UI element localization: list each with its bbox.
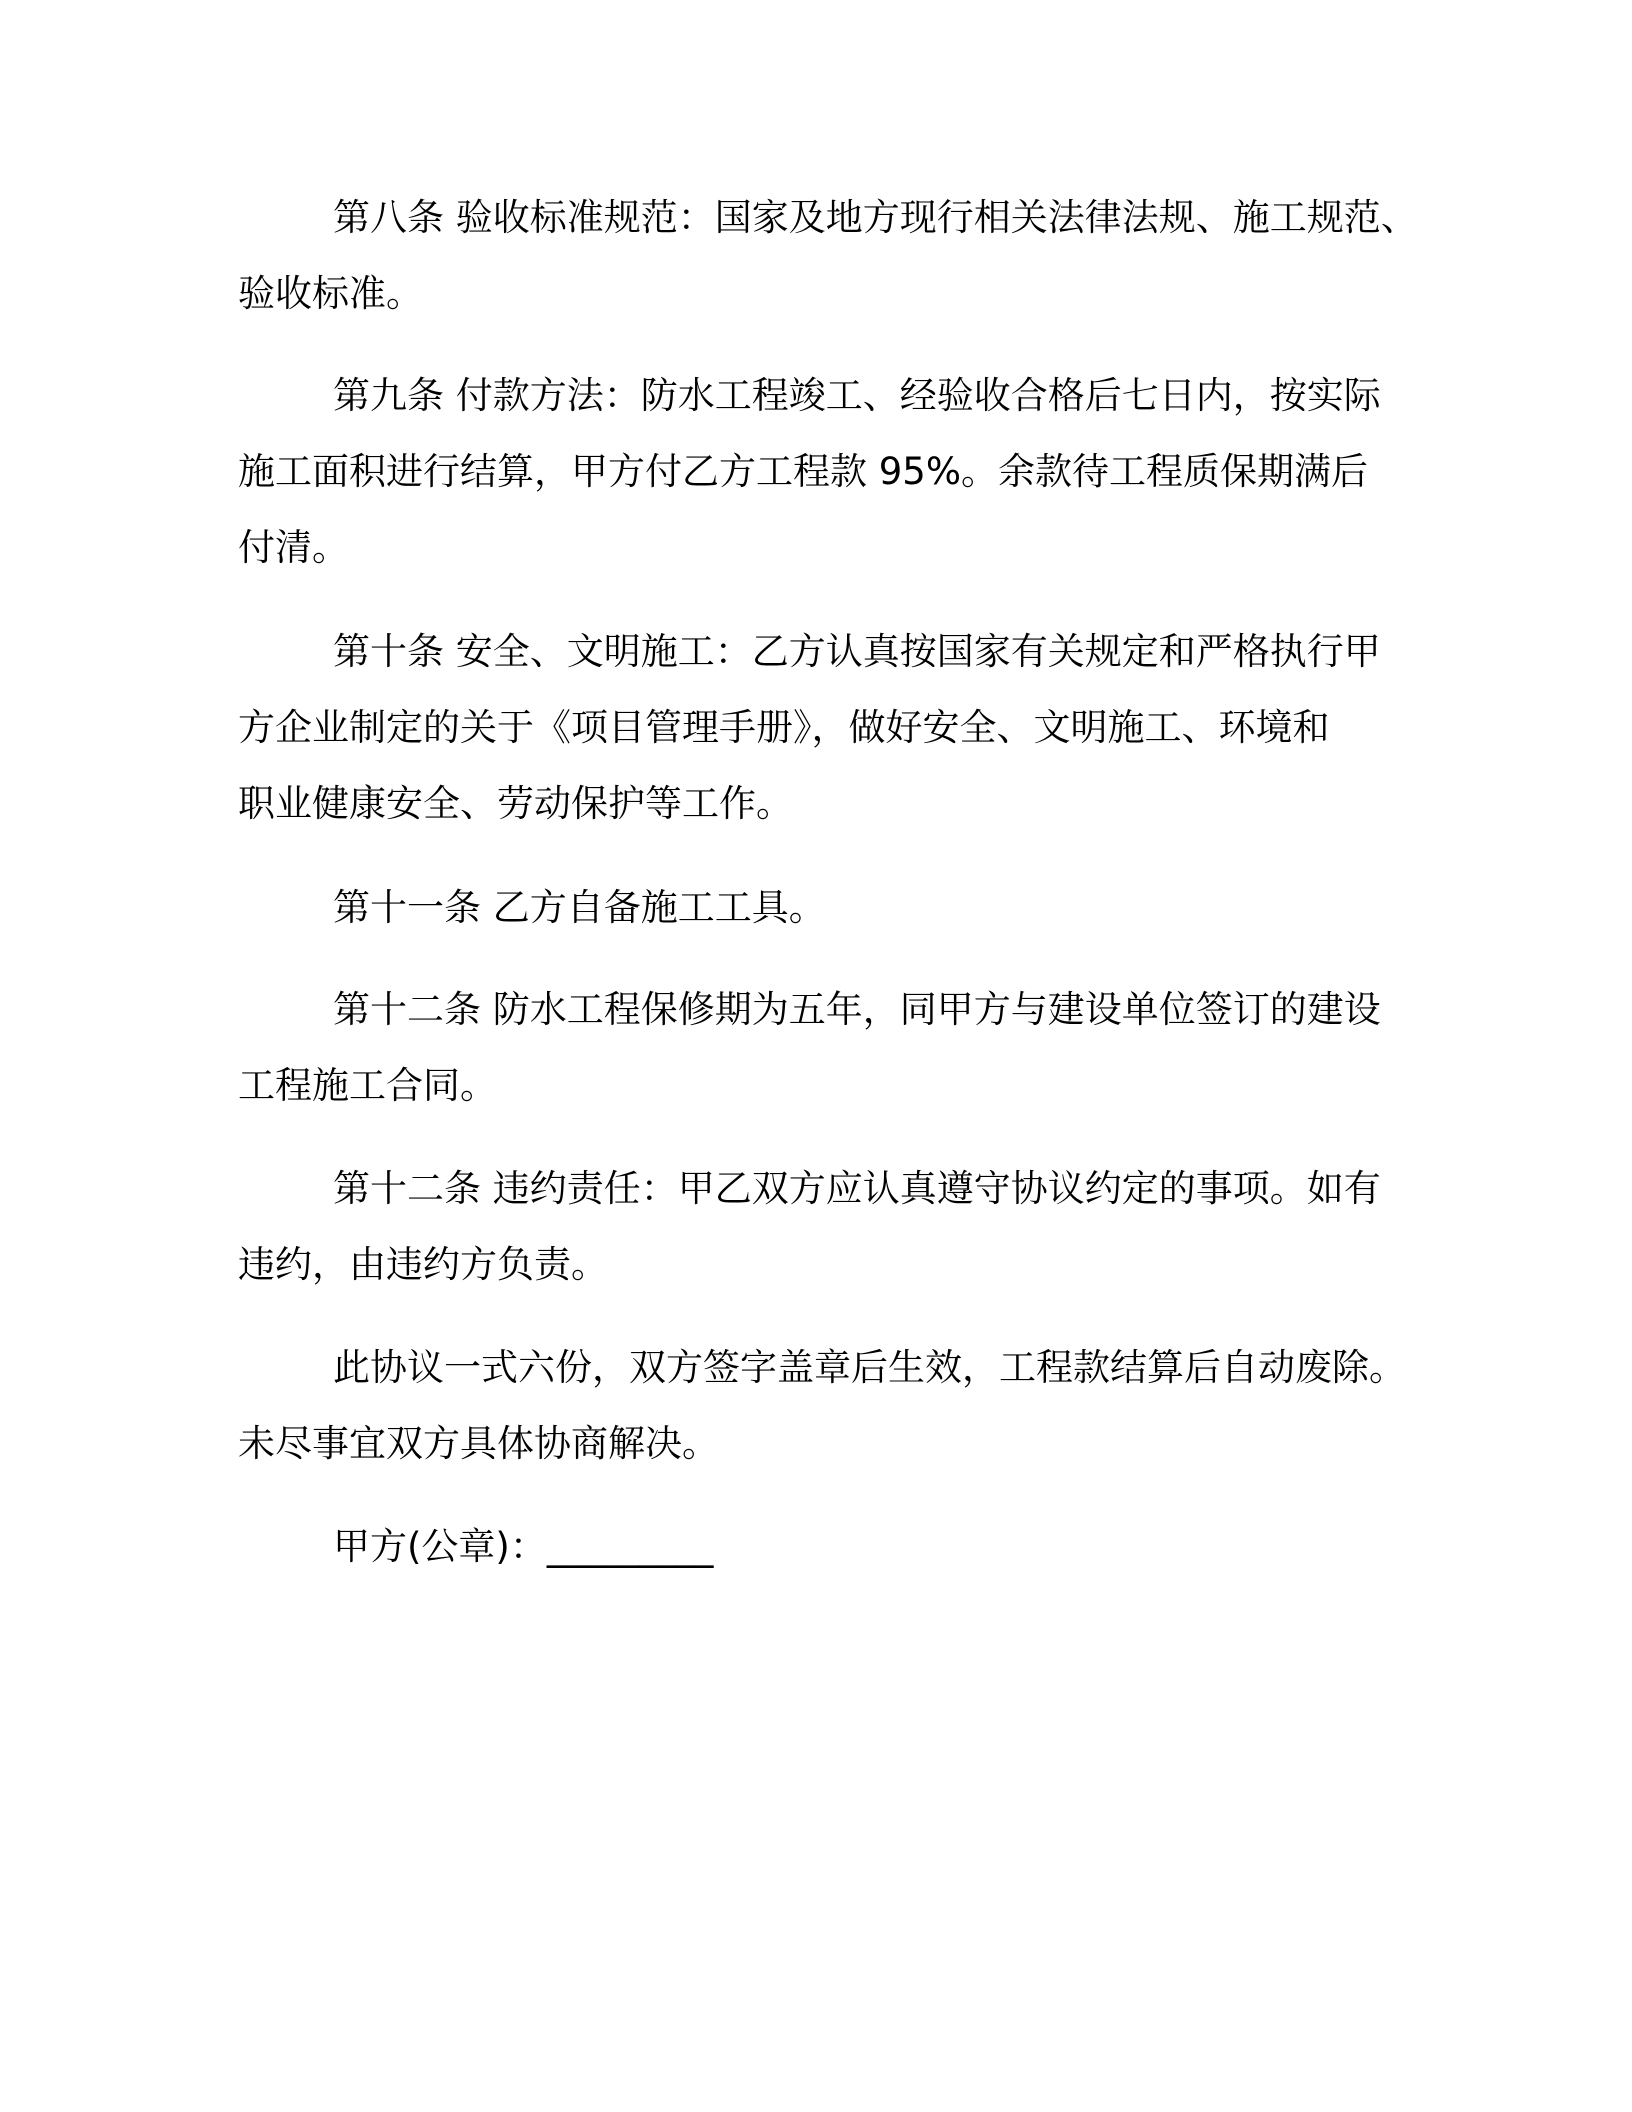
article-12-liability-line-1: 第十二条 违约责任：甲乙双方应认真遵守协议约定的事项。如有 [333, 1167, 1381, 1210]
article-9-line-3: 付清。 [238, 526, 349, 569]
article-12-liability-line-2: 违约，由违约方负责。 [238, 1243, 608, 1286]
article-9-line-2: 施工面积进行结算，甲方付乙方工程款 95%。余款待工程质保期满后 [238, 450, 1368, 493]
article-11-line-1: 第十一条 乙方自备施工工具。 [333, 886, 826, 929]
article-12-warranty-line-1: 第十二条 防水工程保修期为五年，同甲方与建设单位签订的建设 [333, 988, 1381, 1031]
article-10-line-1: 第十条 安全、文明施工：乙方认真按国家有关规定和严格执行甲 [333, 630, 1381, 673]
closing-line-1: 此协议一式六份，双方签字盖章后生效，工程款结算后自动废除。 [333, 1346, 1406, 1389]
article-8-line-2: 验收标准。 [238, 272, 423, 315]
article-10-line-2: 方企业制定的关于《项目管理手册》，做好安全、文明施工、环境和 [238, 706, 1330, 749]
article-9-line-1: 第九条 付款方法：防水工程竣工、经验收合格后七日内，按实际 [333, 374, 1381, 417]
article-8-line-1: 第八条 验收标准规范：国家及地方现行相关法律法规、施工规范、 [333, 196, 1418, 239]
party-a-seal-line: 甲方(公章)：_________ [333, 1525, 714, 1568]
article-12-warranty-line-2: 工程施工合同。 [238, 1064, 497, 1107]
article-10-line-3: 职业健康安全、劳动保护等工作。 [238, 782, 793, 825]
closing-line-2: 未尽事宜双方具体协商解决。 [238, 1422, 719, 1465]
